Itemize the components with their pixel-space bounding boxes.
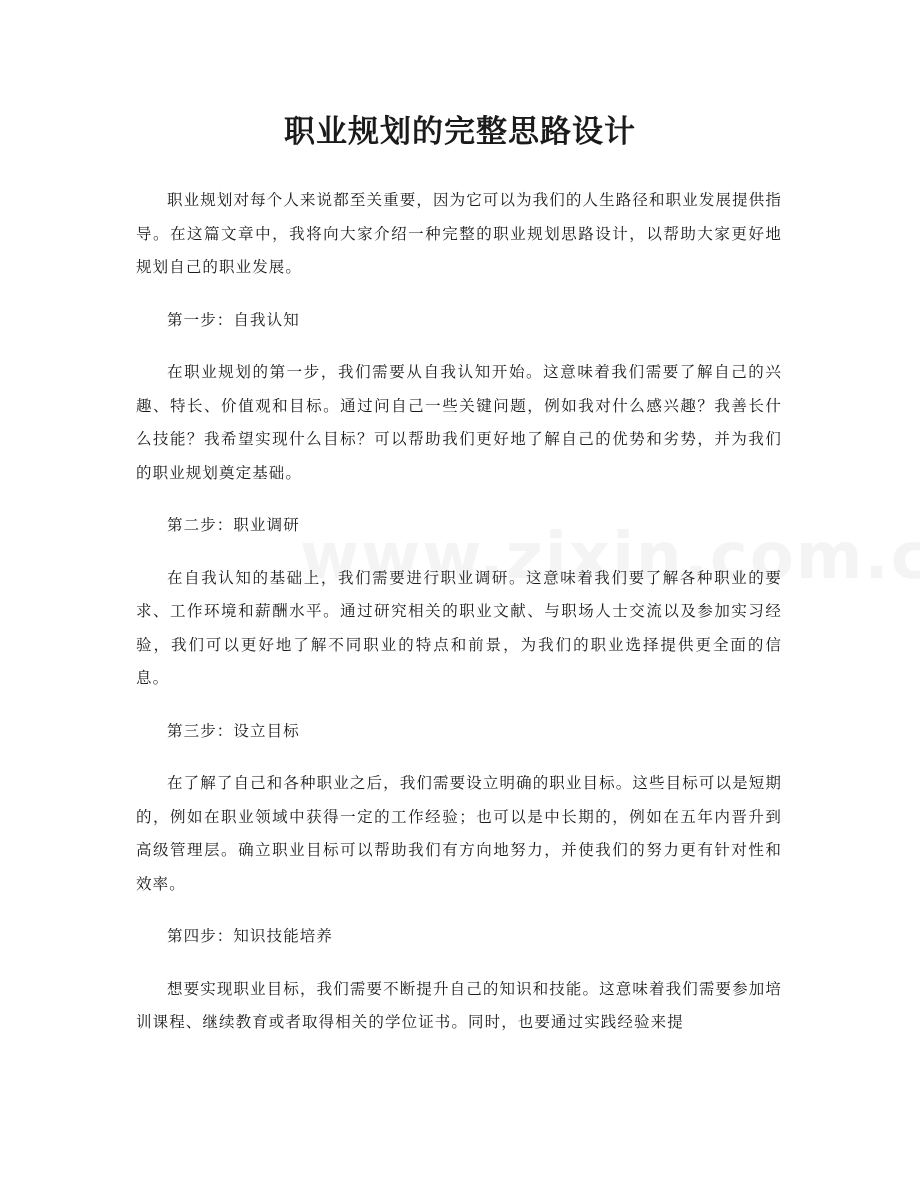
intro-paragraph: 职业规划对每个人来说都至关重要，因为它可以为我们的人生路径和职业发展提供指导。在这篇文章中，我将向大家介绍一种完整的职业规划思路设计，以帮助大家更好地规划自己的职业发展。 <box>136 191 782 276</box>
step-4-heading: 第四步：知识技能培养 <box>167 927 334 945</box>
step-1-heading: 第一步：自我认知 <box>167 310 300 329</box>
document-body <box>136 184 782 1059</box>
document-title: 职业规划的完整思路设计 <box>284 114 636 150</box>
step-2-paragraph: 在自我认知的基础上，我们需要进行职业调研。这意味着我们要了解各种职业的要求、工作环境和薪酬水平。通过研究相关的职业文献、与职场人士交流以及参加实习经验，我们可以更好地了解不同职业的特点和前景，为我们的职业选择提供更全面的信息。 <box>136 568 782 687</box>
step-3-heading: 第三步：设立目标 <box>167 721 300 740</box>
step-1-paragraph: 在职业规划的第一步，我们需要从自我认知开始。这意味着我们需要了解自己的兴趣、特长、价值观和目标。通过问自己一些关键问题，例如我对什么感兴趣？我善长什么技能？我希望实现什么目标？可以帮助我们更好地了解自己的优势和劣势，并为我们的职业规划奠定基础。 <box>136 363 782 482</box>
step-2-heading: 第二步：职业调研 <box>167 516 300 534</box>
step-3-paragraph: 在了解了自己和各种职业之后，我们需要设立明确的职业目标。这些目标可以是短期的，例如在职业领域中获得一定的工作经验；也可以是中长期的，例如在五年内晋升到高级管理层。确立职业目标可以帮助我们有方向地努力，并使我们的努力更有针对性和效率。 <box>136 774 782 893</box>
step-4-paragraph: 想要实现职业目标，我们需要不断提升自己的知识和技能。这意味着我们需要参加培训课程、继续教育或者取得相关的学位证书。同时，也要通过实践经验来提 <box>136 979 782 1031</box>
